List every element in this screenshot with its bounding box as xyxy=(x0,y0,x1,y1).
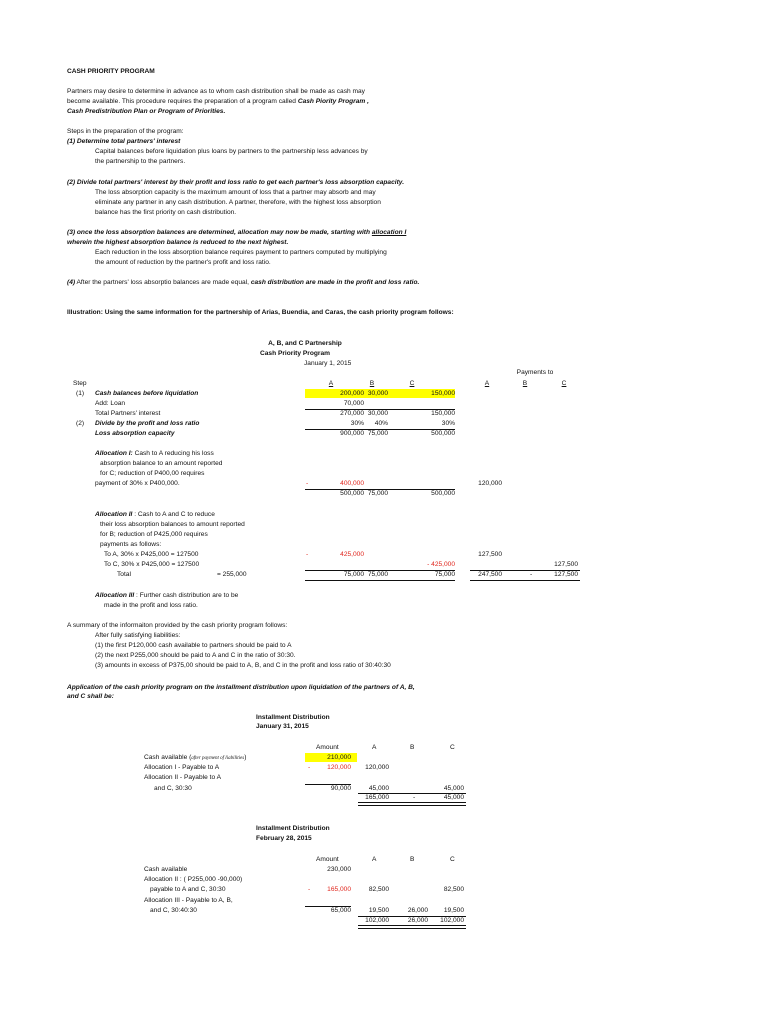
inst2-a2-c: 82,500 xyxy=(443,886,464,893)
inst1-a1-amt: 120,000 xyxy=(327,764,351,771)
step3-text: the amount of reduction by the partner's profit and loss ratio. xyxy=(95,259,271,266)
program-subtitle: Cash Priority Program xyxy=(260,350,330,357)
inst1-a2-a: 45,000 xyxy=(368,785,389,792)
alloc2-bal-a: 75,000 xyxy=(343,571,364,578)
inst2-a3-label: Allocation III - Payable to A, B, xyxy=(144,897,233,904)
inst2-cash-amt: 230,000 xyxy=(327,866,351,873)
inst2-h-c: C xyxy=(450,856,455,863)
row-label: Cash balances before liquidation xyxy=(95,390,199,397)
inst1-title: Installment Distribution xyxy=(256,714,330,721)
minus-sign: - xyxy=(306,480,309,487)
step2-text: balance has the first priority on cash distribution. xyxy=(95,209,237,216)
alloc2-text: for B; reduction of P425,000 requires xyxy=(100,531,208,538)
alloc1-bal-b: 75,000 xyxy=(367,490,388,497)
payments-col-a: A xyxy=(484,380,490,387)
inst1-a1-label: Allocation I - Payable to A xyxy=(144,764,220,771)
divider xyxy=(305,580,455,581)
minus-sign: - xyxy=(308,886,311,893)
inst2-a3-a: 19,500 xyxy=(368,907,389,914)
summary-text: (1) the first P120,000 cash available to partners should be paid to A xyxy=(95,642,292,649)
inst1-h-c: C xyxy=(450,744,455,751)
cell-b: 40% xyxy=(374,420,388,427)
alloc2-pay-a: 127,500 xyxy=(478,551,502,558)
alloc3-text: Allocation III : Further cash distribution are to be xyxy=(95,592,239,599)
summary-text: After fully satisfying liabilities: xyxy=(95,632,181,639)
inst1-h-b: B xyxy=(410,744,415,751)
illustration-text: Illustration: Using the same information for the partnership of Arias, Buendia, and Caras, the cash priority program follows: xyxy=(67,309,454,316)
page-title: CASH PRIORITY PROGRAM xyxy=(67,68,155,75)
cell-c: 150,000 xyxy=(431,410,455,417)
inst2-a2-label: payable to A and C, 30:30 xyxy=(150,886,226,893)
inst1-h-a: A xyxy=(372,744,377,751)
summary-text: A summary of the informaiton provided by the cash priority program follows: xyxy=(67,622,288,629)
payments-total-b: - xyxy=(530,571,533,578)
alloc3-text: made in the profit and loss ratio. xyxy=(104,602,198,609)
step1-title: (1) Determine total partners' interest xyxy=(67,138,181,145)
cell-c: 500,000 xyxy=(431,430,455,437)
inst2-tot-b: 26,000 xyxy=(407,917,428,924)
inst1-cash-amt: 210,000 xyxy=(327,754,351,761)
cell-c: 150,000 xyxy=(431,390,455,397)
alloc2-less-a: 425,000 xyxy=(340,551,364,558)
inst2-a3-b: 26,000 xyxy=(407,907,428,914)
alloc2-bal-c: 75,000 xyxy=(434,571,455,578)
cell-a: 70,000 xyxy=(343,400,364,407)
payments-to-header: Payments to xyxy=(516,369,554,376)
alloc2-text: payments as follows: xyxy=(100,541,162,548)
alloc1-less-a: 400,000 xyxy=(340,480,364,487)
inst2-cash-label: Cash available xyxy=(144,866,188,873)
step2-text: eliminate any partner in any cash distribution. A partner, therefore, with the highest loss absorption xyxy=(95,199,381,206)
alloc1-pay-a: 120,000 xyxy=(478,480,502,487)
payments-total-a: 247,500 xyxy=(478,571,502,578)
steps-heading: Steps in the preparation of the program: xyxy=(67,128,184,135)
application-text: and C shall be: xyxy=(67,693,114,700)
inst2-h-amount: Amount xyxy=(316,856,339,863)
double-underline xyxy=(358,802,466,806)
alloc2-text: To C, 30% x P425,000 = 127500 xyxy=(104,561,200,568)
payments-col-c: C xyxy=(561,380,567,387)
inst2-a3-label: and C, 30:40:30 xyxy=(150,907,197,914)
inst2-tot-a: 102,000 xyxy=(365,917,389,924)
row-label: Divide by the profit and loss ratio xyxy=(95,420,200,427)
payments-total-c: 127,500 xyxy=(554,571,578,578)
alloc2-total-label: Total xyxy=(117,571,131,578)
inst1-date: January 31, 2015 xyxy=(256,723,309,730)
minus-sign: - xyxy=(306,551,309,558)
cell-a: 900,000 xyxy=(340,430,364,437)
inst1-a2-amt: 90,000 xyxy=(330,785,351,792)
cell-b: 30,000 xyxy=(367,410,388,417)
inst2-a3-c: 19,500 xyxy=(443,907,464,914)
inst1-a2-label: and C, 30:30 xyxy=(154,785,192,792)
cell-b: 30,000 xyxy=(367,390,388,397)
inst2-a3-amt: 65,000 xyxy=(330,907,351,914)
intro-line-3: Cash Predistribution Plan or Program of Priorities. xyxy=(67,108,226,115)
program-date: January 1, 2015 xyxy=(304,360,352,367)
alloc2-text: Allocation II : Cash to A and C to reduce xyxy=(95,511,215,518)
step1-text: the partnership to the partners. xyxy=(95,158,186,165)
inst2-h-a: A xyxy=(372,856,377,863)
step3-text: Each reduction in the loss absorption balance requires payment to partners computed by multiplying xyxy=(95,249,387,256)
inst1-a2-c: 45,000 xyxy=(443,785,464,792)
inst1-cash-label: Cash available (after payment of liabilities) xyxy=(144,754,247,761)
step1-text: Capital balances before liquidation plus loans by partners to the partnership less advances by xyxy=(95,148,368,155)
row-label: Add: Loan xyxy=(95,400,126,407)
inst1-tot-c: 45,000 xyxy=(443,794,464,801)
inst2-a2-label: Allocation II : ( P255,000 -90,000) xyxy=(144,876,243,883)
step2-title: (2) Divide total partners' interest by their profit and loss ratio to get each partner's loss absorption capacity. xyxy=(67,179,405,186)
program-title: A, B, and C Partnership xyxy=(268,340,342,347)
inst1-h-amount: Amount xyxy=(316,744,339,751)
alloc1-text: for C; reduction of P400,00 requires xyxy=(100,470,205,477)
cell-a: 200,000 xyxy=(340,390,364,397)
double-underline xyxy=(358,925,466,929)
inst2-a2-a: 82,500 xyxy=(368,886,389,893)
step3-title: (3) once the loss absorption balances are determined, allocation may now be made, starting with allocation I xyxy=(67,229,407,236)
row-label: Total Partners' interest xyxy=(95,410,161,417)
summary-text: (2) the next P255,000 should be paid to A and C in the ratio of 30:30. xyxy=(95,652,296,659)
col-b-header: B xyxy=(369,380,375,387)
alloc2-text: their loss absorption balances to amount reported xyxy=(100,521,245,528)
cell-b: 75,000 xyxy=(367,430,388,437)
divider xyxy=(470,580,580,581)
col-c-header: C xyxy=(409,380,415,387)
alloc1-text: payment of 30% x P400,000. xyxy=(95,480,180,487)
row-step-num: (2) xyxy=(76,420,85,427)
alloc2-bal-b: 75,000 xyxy=(367,571,388,578)
step3-title-cont: wherein the highest absorption balance is reduced to the next highest. xyxy=(67,239,289,246)
summary-text: (3) amounts in excess of P375,00 should be paid to A, B, and C in the profit and loss ratio of 30:40:30 xyxy=(95,662,391,669)
inst2-title: Installment Distribution xyxy=(256,825,330,832)
alloc2-total-value: = 255,000 xyxy=(217,571,247,578)
step2-text: The loss absorption capacity is the maximum amount of loss that a partner may absorb and may xyxy=(95,189,376,196)
inst2-a2-amt: 165,000 xyxy=(327,886,351,893)
inst2-h-b: B xyxy=(410,856,415,863)
alloc2-pay-c: 127,500 xyxy=(554,561,578,568)
inst2-date: February 28, 2015 xyxy=(256,835,312,842)
step-header: Step xyxy=(73,380,87,387)
cell-a: 30% xyxy=(350,420,364,427)
application-text: Application of the cash priority program on the installment distribution upon liquidation of the partners of A, B, xyxy=(67,684,415,691)
inst2-tot-c: 102,000 xyxy=(440,917,464,924)
alloc1-bal-c: 500,000 xyxy=(431,490,455,497)
inst1-tot-b: - xyxy=(413,794,416,801)
inst1-a2-label: Allocation II - Payable to A xyxy=(144,774,221,781)
intro-line-2: become available. This procedure requires the preparation of a program called Cash Piority Program , xyxy=(67,98,369,105)
inst1-a1-a: 120,000 xyxy=(365,764,389,771)
alloc2-text: To A, 30% x P425,000 = 127500 xyxy=(104,551,199,558)
intro-line-1: Partners may desire to determine in advance as to whom cash distribution shall be made as cash may xyxy=(67,88,365,95)
alloc1-text: absorption balance to an amount reported xyxy=(100,460,223,467)
inst1-tot-a: 165,000 xyxy=(365,794,389,801)
row-step-num: (1) xyxy=(76,390,85,397)
alloc2-less-c: - 425,000 xyxy=(427,561,455,568)
col-a-header: A xyxy=(328,380,334,387)
row-label: Loss absorption capacity xyxy=(95,430,175,437)
alloc1-text: Allocation I: Cash to A reducing his loss xyxy=(95,450,214,457)
cell-a: 270,000 xyxy=(340,410,364,417)
minus-sign: - xyxy=(308,764,311,771)
alloc1-bal-a: 500,000 xyxy=(340,490,364,497)
payments-col-b: B xyxy=(522,380,528,387)
step4-line: (4) After the partners' loss absorptio balances are made equal, cash distribution are made in the profit and loss ratio. xyxy=(67,279,420,286)
cell-c: 30% xyxy=(441,420,455,427)
